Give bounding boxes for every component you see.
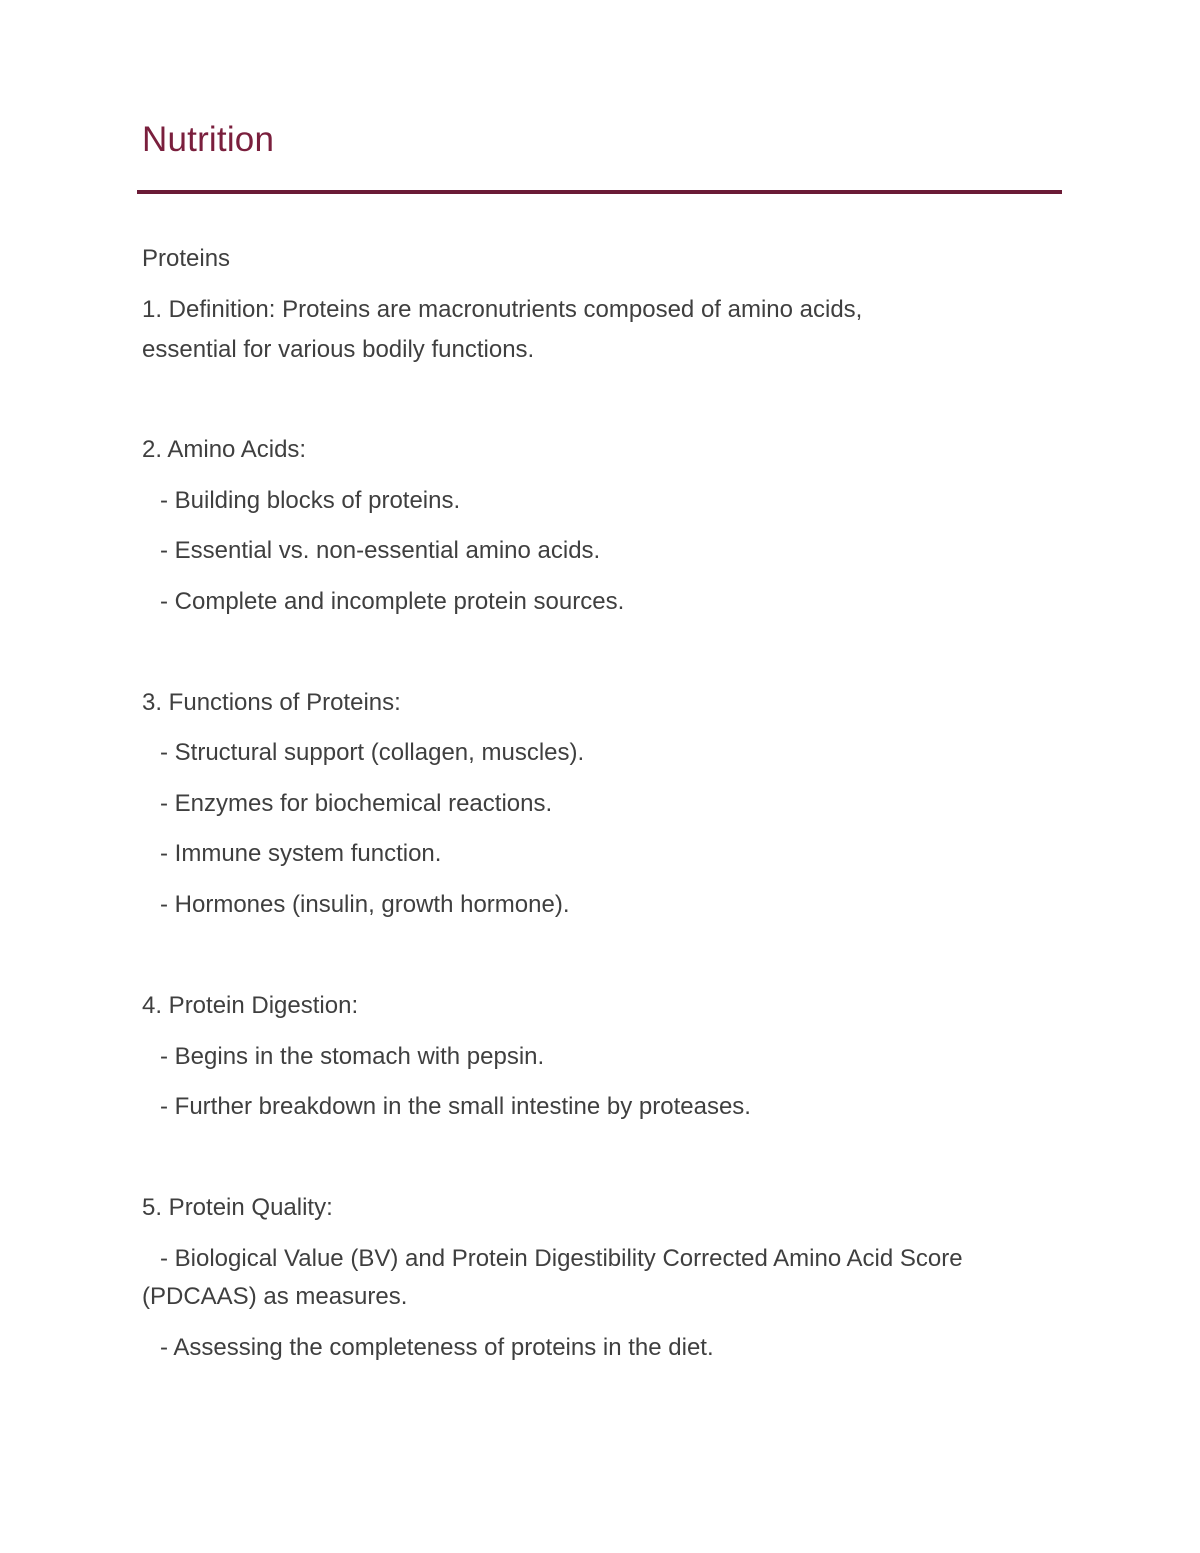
amino-acids-heading: 2. Amino Acids:	[142, 436, 307, 463]
document-title: Nutrition	[142, 120, 275, 159]
definition-line-1: 1. Definition: Proteins are macronutrients composed of amino acids,	[142, 296, 863, 323]
section-heading: Proteins	[142, 245, 231, 272]
amino-acids-item: - Essential vs. non-essential amino acids.	[160, 537, 601, 564]
digestion-item: - Further breakdown in the small intestine by proteases.	[160, 1093, 751, 1120]
functions-item: - Enzymes for biochemical reactions.	[160, 790, 553, 817]
quality-item-1-line-1: - Biological Value (BV) and Protein Digestibility Corrected Amino Acid Score	[160, 1245, 963, 1272]
functions-item: - Structural support (collagen, muscles).	[160, 739, 585, 766]
functions-heading: 3. Functions of Proteins:	[142, 689, 401, 716]
definition-line-2: essential for various bodily functions.	[142, 336, 535, 363]
functions-item: - Immune system function.	[160, 840, 442, 867]
functions-item: - Hormones (insulin, growth hormone).	[160, 891, 570, 918]
quality-item-2: - Assessing the completeness of proteins in the diet.	[160, 1334, 714, 1361]
digestion-item: - Begins in the stomach with pepsin.	[160, 1043, 545, 1070]
title-divider	[137, 190, 1062, 194]
amino-acids-item: - Complete and incomplete protein sources.	[160, 588, 625, 615]
quality-item-1-line-2: (PDCAAS) as measures.	[142, 1283, 408, 1310]
amino-acids-item: - Building blocks of proteins.	[160, 487, 461, 514]
quality-heading: 5. Protein Quality:	[142, 1194, 333, 1221]
digestion-heading: 4. Protein Digestion:	[142, 992, 359, 1019]
